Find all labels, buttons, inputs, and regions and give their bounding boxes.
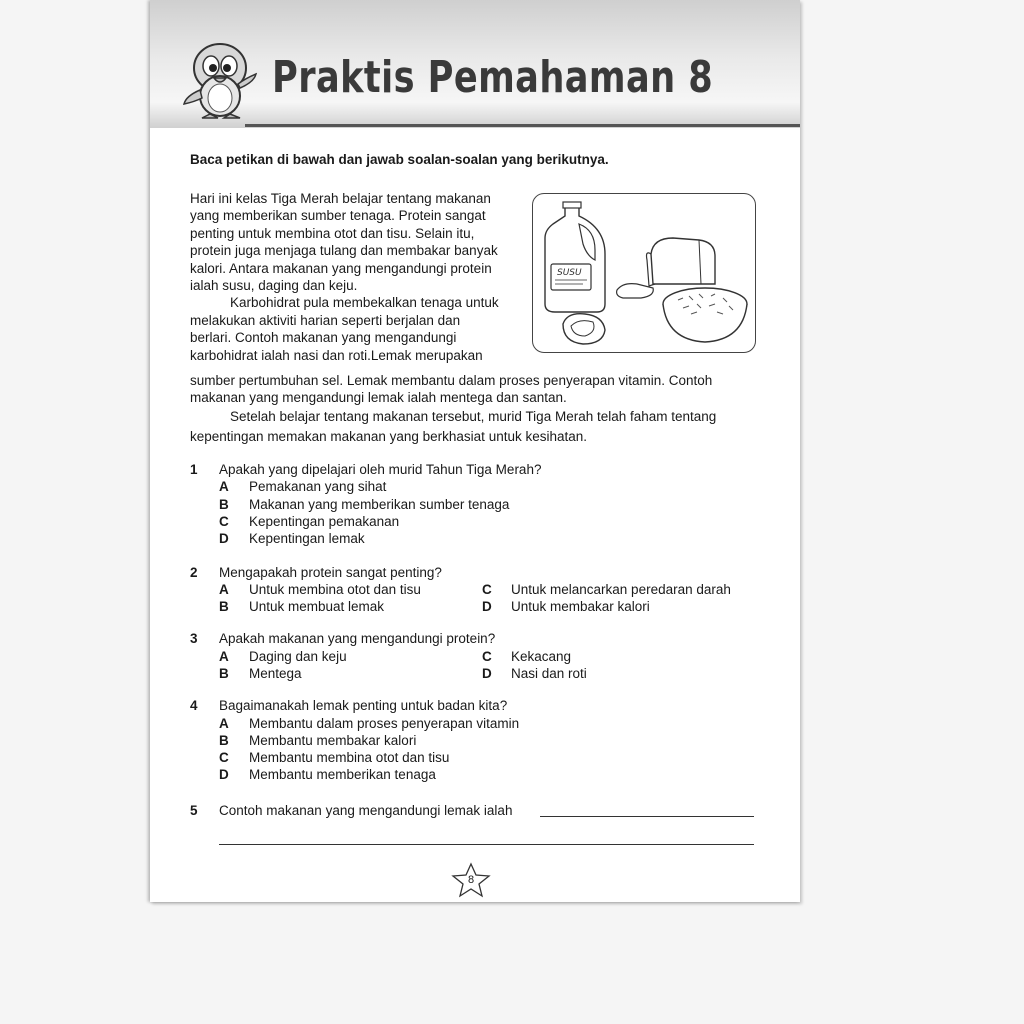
passage-line: kalori. Antara makanan yang mengandungi protein (190, 260, 492, 276)
option-text: Untuk membakar kalori (511, 599, 650, 614)
question-text: Apakah yang dipelajari oleh murid Tahun Tiga Merah? (219, 462, 542, 477)
option-letter: B (219, 733, 229, 748)
passage-line: protein juga menjaga tulang dan membakar banyak (190, 243, 498, 259)
option-letter: A (219, 582, 229, 597)
option-text: Kepentingan lemak (249, 531, 365, 546)
option-text: Membantu dalam proses penyerapan vitamin (249, 716, 520, 731)
food-drawing-icon (533, 194, 755, 352)
option-text: Daging dan keju (249, 649, 347, 664)
question-number: 1 (190, 462, 198, 477)
option-text: Kekacang (511, 649, 572, 664)
food-illustration (532, 193, 756, 353)
passage-line: karbohidrat ialah nasi dan roti.Lemak merupakan (190, 347, 483, 363)
passage-line: berlari. Contoh makanan yang mengandungi (190, 330, 457, 346)
penguin-mascot-icon (180, 38, 260, 120)
question-text: Mengapakah protein sangat penting? (219, 565, 442, 580)
option-letter: B (219, 497, 229, 512)
passage-line: yang memberikan sumber tenaga. Protein sangat (190, 208, 486, 224)
question-number: 5 (190, 803, 198, 818)
option-text: Membantu memberikan tenaga (249, 767, 436, 782)
passage-line: kepentingan memakan makanan yang berkhasiat untuk kesihatan. (190, 429, 588, 444)
option-letter: C (482, 582, 492, 597)
option-letter: C (219, 750, 229, 765)
page-number: 8 (467, 874, 475, 886)
option-text: Pemakanan yang sihat (249, 479, 387, 494)
option-letter: B (219, 599, 229, 614)
option-text: Membantu membina otot dan tisu (249, 750, 450, 765)
passage-line: Hari ini kelas Tiga Merah belajar tentang makanan (190, 191, 491, 206)
header-underline (245, 124, 800, 127)
option-letter: A (219, 649, 229, 664)
question-text: Apakah makanan yang mengandungi protein? (219, 631, 496, 646)
option-letter: D (482, 666, 492, 681)
answer-line[interactable] (219, 844, 754, 845)
option-text: Membantu membakar kalori (249, 733, 417, 748)
option-text: Mentega (249, 666, 302, 681)
passage-line: Karbohidrat pula membekalkan tenaga untuk (230, 295, 499, 311)
question-number: 2 (190, 565, 198, 580)
worksheet-page (150, 0, 800, 902)
option-letter: C (482, 649, 492, 664)
question-text: Bagaimanakah lemak penting untuk badan kita? (219, 698, 508, 713)
option-text: Nasi dan roti (511, 666, 587, 681)
option-letter: B (219, 666, 229, 681)
option-letter: A (219, 716, 229, 731)
passage-line: melakukan aktiviti harian seperti berjalan dan (190, 312, 461, 328)
passage-line: penting untuk membina otot dan tisu. Selain itu, (190, 225, 475, 241)
option-text: Untuk membina otot dan tisu (249, 582, 421, 597)
question-number: 3 (190, 631, 198, 646)
question-text: Contoh makanan yang mengandungi lemak ialah (219, 803, 513, 818)
option-text: Kepentingan pemakanan (249, 514, 400, 529)
question-number: 4 (190, 698, 198, 713)
option-text: Untuk membuat lemak (249, 599, 385, 614)
answer-line[interactable] (540, 816, 754, 817)
option-letter: C (219, 514, 229, 529)
option-letter: A (219, 479, 229, 494)
passage-line: Setelah belajar tentang makanan tersebut, murid Tiga Merah telah faham tentang (230, 409, 717, 424)
passage-line: makanan yang mengandungi lemak ialah mentega dan santan. (190, 390, 567, 406)
milk-label: SUSU (557, 268, 582, 278)
option-text: Makanan yang memberikan sumber tenaga (249, 497, 510, 512)
passage-line: sumber pertumbuhan sel. Lemak membantu dalam proses penyerapan vitamin. Contoh (190, 373, 713, 388)
option-letter: D (219, 767, 229, 782)
passage-line: ialah susu, daging dan keju. (190, 278, 358, 293)
option-letter: D (482, 599, 492, 614)
option-text: Untuk melancarkan peredaran darah (511, 582, 731, 597)
instruction-text: Baca petikan di bawah dan jawab soalan-soalan yang berikutnya. (190, 152, 609, 167)
page-title: Praktis Pemahaman 8 (272, 52, 714, 103)
option-letter: D (219, 531, 229, 546)
